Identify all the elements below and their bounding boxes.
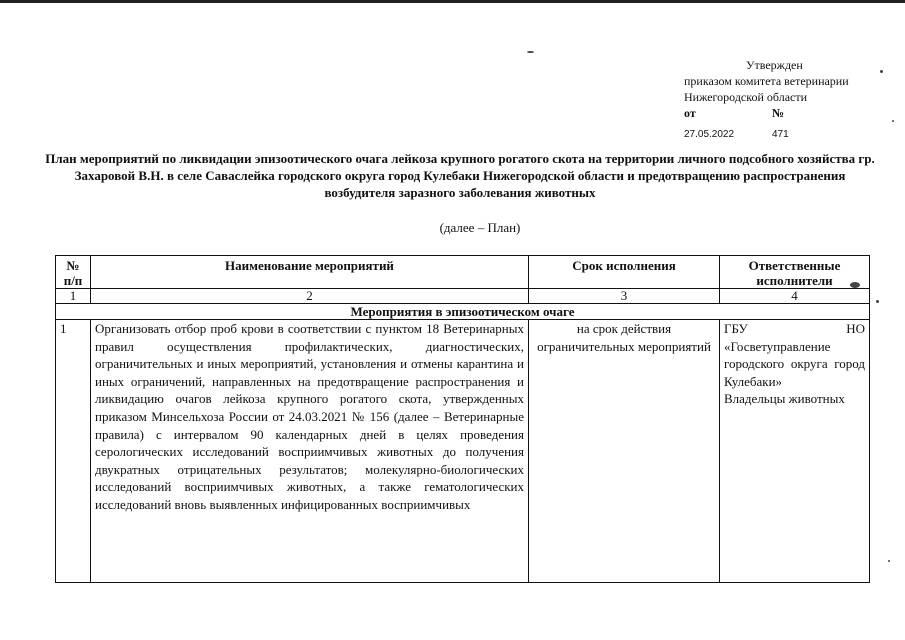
from-label: от: [684, 106, 696, 120]
row-responsible: [720, 320, 870, 583]
table-header-row: [56, 256, 870, 289]
approval-block: [684, 57, 849, 143]
approval-line-1: Утвержден: [746, 58, 803, 72]
header-responsible: Ответственные исполнители: [720, 256, 870, 289]
row-number: 1: [56, 320, 91, 583]
document-subtitle: (далее – План): [439, 220, 521, 235]
header-activity: Наименование мероприятий: [91, 256, 529, 289]
approval-date: 27.05.2022: [684, 129, 735, 140]
scan-top-edge: [0, 0, 905, 3]
section-row: [56, 304, 870, 320]
section-title: Мероприятия в эпизоотическом очаге: [56, 304, 870, 320]
scan-speck: [876, 300, 879, 303]
column-numbers-row: [56, 289, 870, 304]
scan-speck: [880, 70, 883, 73]
header-number: № п/п: [56, 256, 91, 289]
approval-line-2: приказом комитета ветеринарии: [684, 74, 849, 88]
column-number: 4: [720, 289, 870, 304]
column-number: 3: [529, 289, 720, 304]
document-title: План мероприятий по ликвидации эпизоотического очага лейкоза крупного рогатого скота на территории личного подсобного хозяйства гр. Захаровой В.Н. в селе Саваслейка городского округа город Кулебаки Нижегородской области и предотвращению распространения возбудителя заразного заболевания животных: [45, 151, 875, 200]
responsible-owners: Владельцы животных: [724, 391, 845, 407]
responsible-organization: ГБУ НО «Госветуправление городского округа город Кулебаки»: [724, 321, 865, 389]
column-number: 1: [56, 289, 91, 304]
approval-number: 471: [772, 129, 789, 140]
scan-speck: [850, 282, 860, 288]
row-description: Организовать отбор проб крови в соответствии с пунктом 18 Ветеринарных правил осуществления профилактических, диагностических, ограничительных и иных мероприятий, установления и отмены карантина и иных ограничений, направленных на предотвращение распространения и ликвидацию очагов лейкоза крупного рогатого скота, утвержденных приказом Минсельхоза России от 24.03.2021 № 156 (далее – Ветеринарные правила) с интервалом 90 календарных дней в целях проведения серологических исследований восприимчивых животных до получения двукратных отрицательных результатов; молекулярно-биологических исследований восприимчивых животных, а также гематологических исследований вновь выявленных инфицированных восприимчивых: [91, 320, 529, 583]
row-term: на срок действия ограничительных мероприятий: [529, 320, 720, 583]
scan-speck: [888, 560, 890, 562]
column-number: 2: [91, 289, 529, 304]
header-term: Срок исполнения: [529, 256, 720, 289]
table-row: [56, 320, 870, 583]
scan-speck: [892, 120, 894, 122]
approval-values: [684, 127, 849, 143]
plan-table: [55, 255, 870, 583]
number-label: №: [772, 106, 785, 120]
approval-line-3: Нижегородской области: [684, 90, 808, 104]
approval-labels: [684, 105, 849, 121]
scan-speck: [527, 51, 534, 53]
